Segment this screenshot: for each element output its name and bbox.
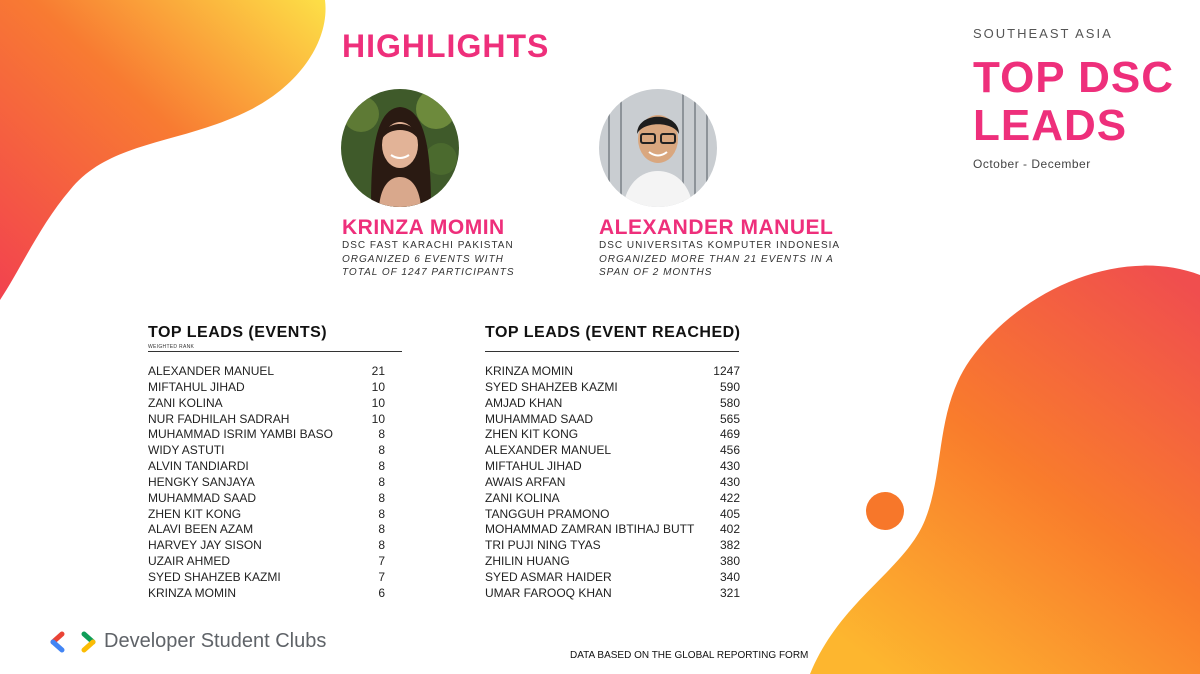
table-row <box>148 412 385 428</box>
lead-name: UZAIR AHMED <box>148 554 231 569</box>
table-row <box>148 459 385 475</box>
bottom-right-blob <box>810 266 1200 674</box>
lead-value: 21 <box>371 364 385 378</box>
table-row <box>148 380 385 396</box>
lead-name: ALEXANDER MANUEL <box>485 443 612 458</box>
description-line: ORGANIZED 6 EVENTS WITH <box>342 254 504 265</box>
lead-name: SYED SHAHZEB KAZMI <box>148 569 281 584</box>
lead-name: ZHEN KIT KONG <box>148 506 242 521</box>
lead-value: 340 <box>719 569 740 584</box>
lead-value: 382 <box>719 538 740 553</box>
highlight-description <box>342 253 515 279</box>
lead-name: TANGGUH PRAMONO <box>485 506 610 521</box>
dsc-logo-icon <box>50 631 96 653</box>
table-row <box>148 443 385 459</box>
table-row <box>148 396 385 412</box>
lead-value: 469 <box>719 427 740 442</box>
lead-value: 456 <box>719 443 740 458</box>
lead-name: ALVIN TANDIARDI <box>148 459 249 474</box>
lead-name: MIFTAHUL JIHAD <box>485 459 582 474</box>
lead-value: 6 <box>378 585 385 600</box>
lead-value: 402 <box>719 522 740 537</box>
title-line-1: TOP DSC <box>973 53 1174 102</box>
table-row <box>148 554 385 570</box>
lead-name: SYED SHAHZEB KAZMI <box>485 379 618 394</box>
lead-value: 8 <box>378 490 385 505</box>
highlights-heading: HIGHLIGHTS <box>342 28 550 64</box>
lead-value: 422 <box>719 490 740 505</box>
lead-name: ALAVI BEEN AZAM <box>148 522 254 537</box>
lead-name: NUR FADHILAH SADRAH <box>148 411 290 426</box>
top-left-blob <box>0 0 326 300</box>
portrait-photo <box>599 89 717 207</box>
lead-value: 7 <box>378 569 385 584</box>
description-line: SPAN OF 2 MONTHS <box>599 267 713 278</box>
lead-name: KRINZA MOMIN <box>485 364 574 378</box>
lead-name: ZHEN KIT KONG <box>485 427 579 442</box>
highlight-chapter: DSC FAST KARACHI PAKISTAN <box>342 240 514 251</box>
lead-value: 590 <box>719 379 740 394</box>
events-table-note: WEIGHTED RANK <box>148 344 195 350</box>
table-row <box>485 554 740 570</box>
table-row <box>485 570 740 586</box>
table-row <box>485 364 740 380</box>
lead-value: 321 <box>719 585 740 600</box>
table-row <box>148 475 385 491</box>
lead-value: 380 <box>719 554 740 569</box>
lead-value: 10 <box>371 395 385 410</box>
region-label: SOUTHEAST ASIA <box>973 26 1113 41</box>
lead-name: KRINZA MOMIN <box>148 585 237 600</box>
lead-name: ALEXANDER MANUEL <box>148 364 275 378</box>
portrait-photo <box>341 89 459 207</box>
reach-table-divider <box>485 351 739 352</box>
lead-value: 7 <box>378 554 385 569</box>
data-source-note: DATA BASED ON THE GLOBAL REPORTING FORM <box>570 650 809 661</box>
table-row <box>148 538 385 554</box>
period-label: October - December <box>973 157 1091 171</box>
lead-name: WIDY ASTUTI <box>148 443 225 458</box>
events-table-title: TOP LEADS (EVENTS) <box>148 324 328 341</box>
events-table-divider <box>148 351 402 352</box>
highlight-name: ALEXANDER MANUEL <box>599 216 834 239</box>
table-row <box>148 507 385 523</box>
description-line: ORGANIZED MORE THAN 21 EVENTS IN A <box>599 254 834 265</box>
lead-value: 8 <box>378 522 385 537</box>
lead-name: MUHAMMAD ISRIM YAMBI BASO <box>148 427 333 442</box>
table-row <box>148 570 385 586</box>
lead-value: 405 <box>719 506 740 521</box>
lead-name: ZHILIN HUANG <box>485 554 570 569</box>
lead-value: 8 <box>378 506 385 521</box>
lead-value: 1247 <box>713 364 740 378</box>
table-row <box>485 475 740 491</box>
table-row <box>485 538 740 554</box>
reach-table <box>485 364 740 602</box>
lead-name: AWAIS ARFAN <box>485 474 566 489</box>
lead-name: MUHAMMAD SAAD <box>485 411 594 426</box>
lead-value: 8 <box>378 538 385 553</box>
table-row <box>485 491 740 507</box>
table-row <box>485 522 740 538</box>
title-line-2: LEADS <box>973 101 1128 150</box>
lead-value: 10 <box>371 411 385 426</box>
brand-name: Developer Student Clubs <box>104 630 327 652</box>
table-row <box>485 412 740 428</box>
lead-name: MOHAMMAD ZAMRAN IBTIHAJ BUTT <box>485 522 695 537</box>
avatar-krinza-momin <box>341 89 459 207</box>
lead-value: 10 <box>371 379 385 394</box>
description-line: TOTAL OF 1247 PARTICIPANTS <box>342 267 515 278</box>
lead-name: MIFTAHUL JIHAD <box>148 379 245 394</box>
lead-value: 8 <box>378 474 385 489</box>
lead-name: AMJAD KHAN <box>485 395 563 410</box>
lead-name: UMAR FAROOQ KHAN <box>485 585 612 600</box>
lead-name: SYED ASMAR HAIDER <box>485 569 612 584</box>
lead-name: HENGKY SANJAYA <box>148 474 255 489</box>
lead-name: TRI PUJI NING TYAS <box>485 538 601 553</box>
table-row <box>485 427 740 443</box>
lead-value: 8 <box>378 459 385 474</box>
lead-value: 580 <box>719 395 740 410</box>
table-row <box>148 364 385 380</box>
table-row <box>148 586 385 602</box>
table-row <box>148 427 385 443</box>
highlight-name: KRINZA MOMIN <box>342 216 505 239</box>
highlight-chapter: DSC UNIVERSITAS KOMPUTER INDONESIA <box>599 240 841 251</box>
orange-dot <box>866 492 904 530</box>
lead-value: 430 <box>719 459 740 474</box>
dsc-brand <box>50 630 326 653</box>
page-title <box>973 54 1174 150</box>
lead-name: MUHAMMAD SAAD <box>148 490 257 505</box>
table-row <box>485 380 740 396</box>
table-row <box>485 586 740 602</box>
table-row <box>485 507 740 523</box>
table-row <box>485 459 740 475</box>
table-row <box>148 491 385 507</box>
lead-value: 8 <box>378 443 385 458</box>
events-table <box>148 364 385 602</box>
reach-table-title: TOP LEADS (EVENT REACHED) <box>485 324 741 341</box>
lead-name: ZANI KOLINA <box>148 395 223 410</box>
lead-value: 8 <box>378 427 385 442</box>
avatar-alexander-manuel <box>599 89 717 207</box>
lead-value: 430 <box>719 474 740 489</box>
table-row <box>485 443 740 459</box>
lead-name: HARVEY JAY SISON <box>148 538 262 553</box>
lead-value: 565 <box>719 411 740 426</box>
table-row <box>148 522 385 538</box>
highlight-description <box>599 253 834 279</box>
table-row <box>485 396 740 412</box>
lead-name: ZANI KOLINA <box>485 490 560 505</box>
